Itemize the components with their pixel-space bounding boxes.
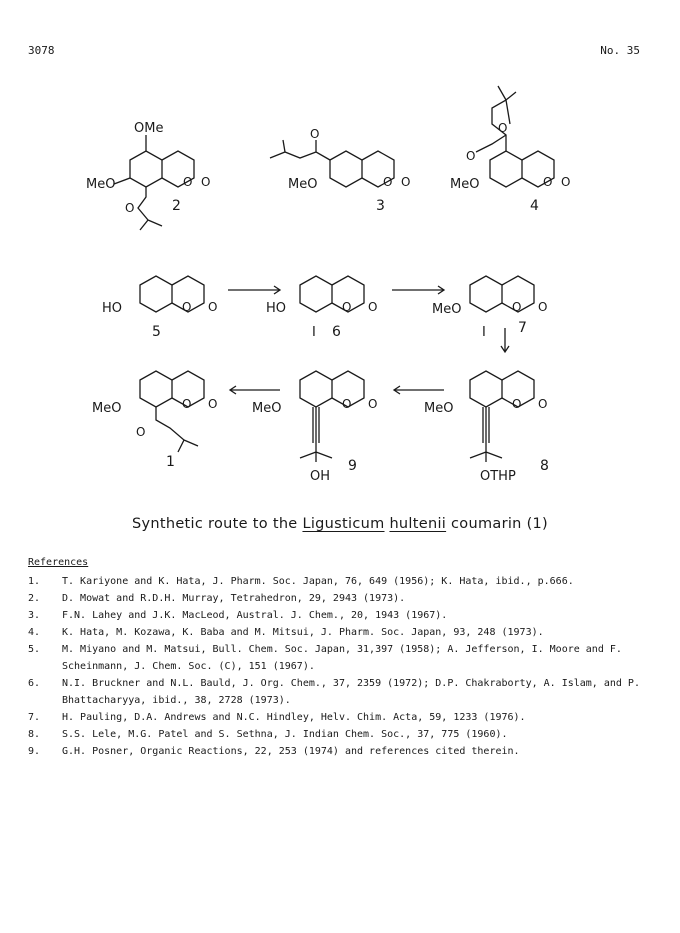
compound-8-label: 8 — [540, 458, 549, 474]
reference-number: 1. — [28, 576, 41, 587]
reference-number: 5. — [28, 644, 41, 655]
c3-meo: MeO — [288, 177, 318, 192]
c6-carbonyl-o: O — [368, 300, 378, 314]
c7-carbonyl-o: O — [538, 300, 548, 314]
compound-9-label: 9 — [348, 458, 357, 474]
reference-text: M. Miyano and M. Matsui, Bull. Chem. Soc. Japan, 31,397 (1958); A. Jefferson, I. Moore and F. Scheinmann, J. Chem. Soc. (C), 151 (1967). — [62, 644, 622, 672]
c8-ring-o: O — [512, 397, 522, 411]
c8-meo: MeO — [424, 401, 454, 416]
compound-4-label: 4 — [530, 198, 539, 214]
c6-ring-o: O — [342, 300, 352, 314]
c5-ring-o: O — [182, 300, 192, 314]
reference-text: F.N. Lahey and J.K. MacLeod, Austral. J. Chem., 20, 1943 (1967). — [62, 610, 448, 621]
c9-carbonyl-o: O — [368, 397, 378, 411]
c4-ring-o: O — [543, 175, 553, 189]
c8-othp: OTHP — [480, 469, 516, 484]
reference-item — [28, 675, 648, 709]
c3-ring-o: O — [383, 175, 393, 189]
compound-1-label: 1 — [166, 454, 175, 470]
c2-ketone-o: O — [125, 201, 135, 215]
reference-text: D. Mowat and R.D.H. Murray, Tetrahedron, 29, 2943 (1973). — [62, 593, 406, 604]
c2-meo: MeO — [86, 177, 116, 192]
c6-ho: HO — [266, 301, 287, 316]
compound-6-label: 6 — [332, 324, 341, 340]
caption-species: hultenii — [389, 516, 447, 532]
c3-carbonyl-o: O — [401, 175, 411, 189]
reference-text: H. Pauling, D.A. Andrews and N.C. Hindley, Helv. Chim. Acta, 59, 1233 (1976). — [62, 712, 526, 723]
compound-5-label: 5 — [152, 324, 161, 340]
reference-item — [28, 624, 648, 641]
c4-carbonyl-o: O — [561, 175, 571, 189]
reference-text: G.H. Posner, Organic Reactions, 22, 253 (1974) and references cited therein. — [62, 746, 520, 757]
reference-item — [28, 641, 648, 675]
reference-text: S.S. Lele, M.G. Patel and S. Sethna, J. Indian Chem. Soc., 37, 775 (1960). — [62, 729, 508, 740]
c3-ketone-o: O — [310, 127, 320, 141]
c7-meo: MeO — [432, 302, 462, 317]
c9-oh: OH — [310, 469, 331, 484]
reference-item — [28, 726, 648, 743]
reference-item — [28, 590, 648, 607]
reference-number: 9. — [28, 746, 41, 757]
reference-item — [28, 573, 648, 590]
reference-text: K. Hata, M. Kozawa, K. Baba and M. Mitsui, J. Pharm. Soc. Japan, 93, 248 (1973). — [62, 627, 544, 638]
reference-text: T. Kariyone and K. Hata, J. Pharm. Soc. Japan, 76, 649 (1956); K. Hata, ibid., p.666. — [62, 576, 574, 587]
c1-ring-o: O — [182, 397, 192, 411]
compound-2-label: 2 — [172, 198, 181, 214]
c4-ketone-o: O — [466, 149, 476, 163]
c1-carbonyl-o: O — [208, 397, 218, 411]
scheme-caption — [0, 516, 680, 532]
c5-carbonyl-o: O — [208, 300, 218, 314]
c9-ring-o: O — [342, 397, 352, 411]
c4-pyran-o: O — [498, 121, 508, 135]
reference-number: 3. — [28, 610, 41, 621]
c8-carbonyl-o: O — [538, 397, 548, 411]
reference-item — [28, 607, 648, 624]
reference-number: 4. — [28, 627, 41, 638]
reference-item — [28, 709, 648, 726]
c7-ring-o: O — [512, 300, 522, 314]
caption-prefix: Synthetic route to the — [131, 516, 303, 532]
c7-iodo: I — [482, 325, 486, 340]
c5-ho: HO — [102, 301, 123, 316]
references-section — [28, 554, 648, 760]
c4-meo: MeO — [450, 177, 480, 192]
c2-ome: OMe — [134, 121, 164, 136]
compound-3-label: 3 — [376, 198, 385, 214]
reference-item — [28, 743, 648, 760]
c6-iodo: I — [312, 325, 316, 340]
reference-number: 2. — [28, 593, 41, 604]
c2-carbonyl-o: O — [201, 175, 211, 189]
c1-ketone-o: O — [136, 425, 146, 439]
journal-issue: No. 35 — [600, 44, 640, 57]
compound-7-label: 7 — [518, 320, 527, 336]
c1-meo: MeO — [92, 401, 122, 416]
reference-text: N.I. Bruckner and N.L. Bauld, J. Org. Chem., 37, 2359 (1972); D.P. Chakraborty, A. Islam, and P. Bhattacharyya, ibid., 38, 2728 (1973). — [62, 678, 640, 706]
caption-genus: Ligusticum — [302, 516, 385, 532]
reference-number: 6. — [28, 678, 41, 689]
caption-suffix: coumarin (1) — [451, 516, 549, 532]
references-heading: References — [28, 557, 89, 568]
reference-number: 8. — [28, 729, 41, 740]
c9-meo: MeO — [252, 401, 282, 416]
c2-ring-o: O — [183, 175, 193, 189]
page-number: 3078 — [28, 44, 55, 57]
reference-number: 7. — [28, 712, 41, 723]
